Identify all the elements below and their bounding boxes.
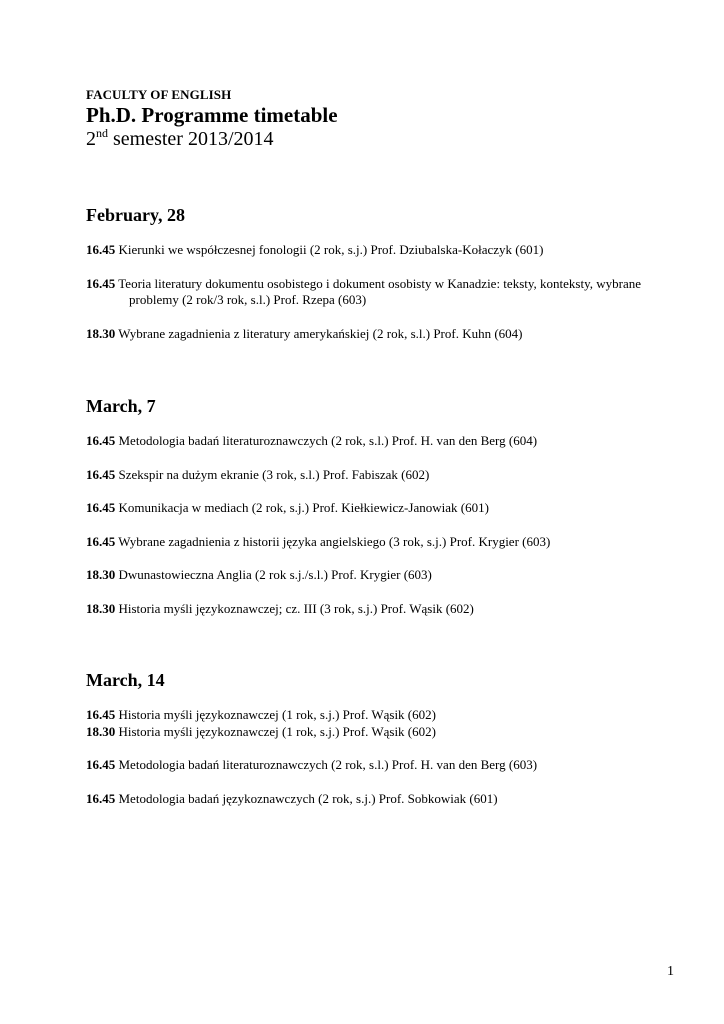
entry-text: Komunikacja w mediach (2 rok, s.j.) Prof. Kiełkiewicz-Janowiak (601) xyxy=(118,500,489,515)
timetable-entry xyxy=(86,326,686,343)
entry-time: 16.45 xyxy=(86,790,116,806)
entry-time: 16.45 xyxy=(86,533,116,549)
section-date: February, 28 xyxy=(86,205,185,225)
timetable-entry xyxy=(86,567,686,584)
semester-subtitle xyxy=(86,128,274,151)
entry-time: 18.30 xyxy=(86,567,116,582)
entry-text: Historia myśli językoznawczej; cz. III (3 rok, s.j.) Prof. Wąsik (602) xyxy=(118,600,474,616)
entry-text: Wybrane zagadnienia z literatury amerykańskiej (2 rok, s.l.) Prof. Kuhn (604) xyxy=(118,325,523,341)
entry-time: 18.30 xyxy=(86,600,116,616)
entry-time: 16.45 xyxy=(86,275,116,291)
entry-text: Historia myśli językoznawczej (1 rok, s.j.) Prof. Wąsik (602) xyxy=(118,723,436,739)
timetable-entry xyxy=(86,757,686,774)
entry-text: Metodologia badań literaturoznawczych (2 rok, s.l.) Prof. H. van den Berg (603) xyxy=(118,757,538,772)
semester-label: semester 2013/2014 xyxy=(108,128,274,150)
semester-number: 2 xyxy=(86,128,96,150)
section-date: March, 14 xyxy=(86,670,165,690)
entry-text: Teoria literatury dokumentu osobistego i dokument osobisty w Kanadzie: teksty, konteksty, wybrane problemy (2 rok/3 rok, s.l.) Prof. Rzepa (603) xyxy=(118,275,641,307)
timetable-entry xyxy=(86,433,686,450)
timetable-entry xyxy=(86,707,686,724)
entry-time: 16.45 xyxy=(86,500,116,515)
section-march-7 xyxy=(86,396,686,617)
entry-time: 16.45 xyxy=(86,707,116,722)
entry-time: 16.45 xyxy=(86,757,116,772)
timetable-entry xyxy=(86,601,686,618)
section-march-14 xyxy=(86,670,686,807)
document-page xyxy=(86,0,686,1024)
faculty-heading: FACULTY OF ENGLISH xyxy=(86,87,232,102)
section-date: March, 7 xyxy=(86,396,156,416)
entry-time: 16.45 xyxy=(86,466,116,482)
entry-text: Dwunastowieczna Anglia (2 rok s.j./s.l.) Prof. Krygier (603) xyxy=(118,567,432,582)
section-february-28 xyxy=(86,205,686,342)
entry-text: Metodologia badań językoznawczych (2 rok, s.j.) Prof. Sobkowiak (601) xyxy=(118,790,498,806)
timetable-entry xyxy=(86,276,686,309)
entry-text: Wybrane zagadnienia z historii języka angielskiego (3 rok, s.j.) Prof. Krygier (603) xyxy=(118,533,551,549)
timetable-entry xyxy=(86,724,686,741)
timetable-entry xyxy=(86,467,686,484)
timetable-entry xyxy=(86,242,686,259)
entry-text: Metodologia badań literaturoznawczych (2 rok, s.l.) Prof. H. van den Berg (604) xyxy=(118,433,538,448)
timetable-entry xyxy=(86,534,686,551)
timetable-entry xyxy=(86,791,686,808)
semester-ordinal-suffix: nd xyxy=(96,126,108,140)
entry-text: Kierunki we współczesnej fonologii (2 rok, s.j.) Prof. Dziubalska-Kołaczyk (601) xyxy=(118,242,544,257)
entry-text: Szekspir na dużym ekranie (3 rok, s.l.) Prof. Fabiszak (602) xyxy=(118,466,430,482)
entry-time: 18.30 xyxy=(86,325,116,341)
entry-time: 18.30 xyxy=(86,723,116,739)
page-number: 1 xyxy=(667,964,674,979)
page-title: Ph.D. Programme timetable xyxy=(86,103,338,127)
timetable-entry xyxy=(86,500,686,517)
entry-time: 16.45 xyxy=(86,433,116,448)
entry-text: Historia myśli językoznawczej (1 rok, s.j.) Prof. Wąsik (602) xyxy=(118,707,436,722)
entry-time: 16.45 xyxy=(86,242,116,257)
